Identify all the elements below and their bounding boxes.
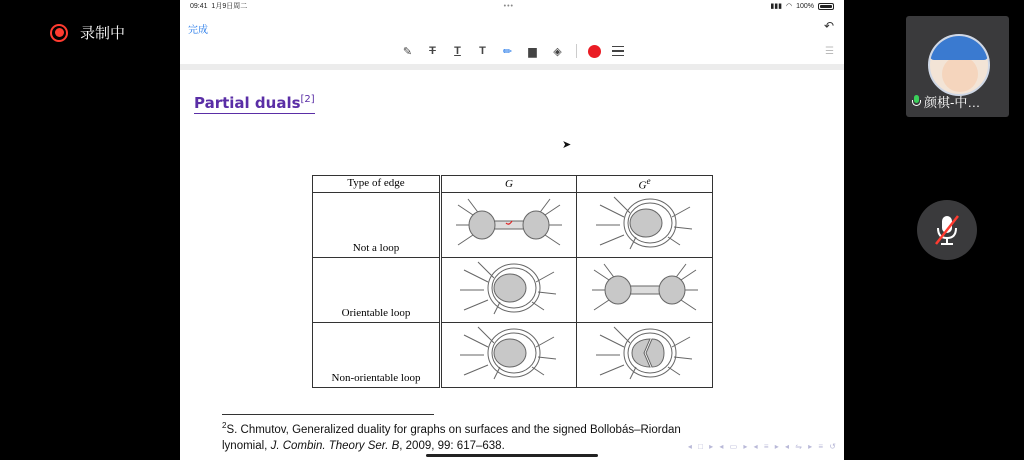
text-icon[interactable]: T bbox=[479, 45, 486, 57]
toolbar-divider bbox=[576, 44, 577, 58]
mic-icon bbox=[912, 95, 921, 108]
underline-text-icon[interactable]: T bbox=[454, 45, 461, 57]
mute-button[interactable] bbox=[917, 200, 977, 260]
row-label: Non-orientable loop bbox=[313, 322, 441, 387]
diagram-cell bbox=[441, 322, 577, 387]
participant-tile[interactable] bbox=[906, 16, 1009, 117]
footnote-line-2a: lynomial, bbox=[222, 439, 271, 452]
recording-label: 录制中 bbox=[80, 25, 126, 42]
comment-icon[interactable]: ▆ bbox=[528, 45, 537, 58]
footnote-rule bbox=[222, 414, 434, 415]
beamer-nav-icons[interactable]: ◂ □ ▸ ◂ ▭ ▸ ◂ ≡ ▸ ◂ ⇋ ▸ ≡ ↺ bbox=[687, 442, 838, 451]
diagram-cell bbox=[577, 322, 713, 387]
header-type: Type of edge bbox=[313, 176, 441, 193]
title-citation: [2] bbox=[300, 94, 315, 105]
pointer-cursor: ➤ bbox=[562, 139, 572, 151]
footnote-journal: J. Combin. Theory Ser. B bbox=[270, 439, 400, 452]
pen-icon[interactable]: ✎ bbox=[402, 45, 413, 58]
participant-name: 颜棋-中… bbox=[924, 95, 981, 110]
recording-indicator[interactable] bbox=[50, 22, 125, 43]
footnote-number: 2 bbox=[222, 421, 227, 430]
battery-icon bbox=[818, 3, 834, 10]
table-row bbox=[313, 257, 713, 322]
mic-muted-icon bbox=[932, 213, 962, 247]
diagram-cell bbox=[577, 257, 713, 322]
status-bar bbox=[180, 0, 844, 12]
multitask-dots: ••• bbox=[503, 2, 514, 10]
header-ge: $G^e$ bbox=[577, 176, 713, 193]
participant-name-row bbox=[912, 92, 980, 111]
edge-diagram-nonorientable-g bbox=[454, 325, 564, 381]
eraser-icon[interactable]: ◈ bbox=[553, 45, 562, 58]
edge-diagram-nonorientable-ge bbox=[590, 325, 700, 381]
status-time: 09:41 1月9日周二 bbox=[190, 3, 248, 10]
diagram-cell bbox=[441, 192, 577, 257]
edge-diagram-nonloop-ge bbox=[590, 195, 700, 251]
slide bbox=[180, 70, 844, 460]
status-right bbox=[770, 2, 834, 10]
menu-icon[interactable] bbox=[612, 46, 624, 57]
diagram-cell bbox=[577, 192, 713, 257]
nav-bar bbox=[180, 12, 844, 38]
list-icon[interactable]: ☰ bbox=[825, 46, 834, 57]
red-color-swatch[interactable] bbox=[588, 45, 601, 58]
annotation-toolbar bbox=[180, 38, 844, 64]
edge-diagram-orientable-ge bbox=[590, 260, 700, 316]
diagram-cell bbox=[441, 257, 577, 322]
shared-screen bbox=[180, 0, 844, 460]
avatar-face bbox=[942, 56, 978, 92]
row-label: Orientable loop bbox=[313, 257, 441, 322]
battery-percent: 100% bbox=[796, 2, 814, 10]
row-label: Not a loop bbox=[313, 192, 441, 257]
avatar bbox=[928, 34, 990, 96]
record-icon bbox=[50, 24, 68, 42]
footnote-line-1: S. Chmutov, Generalized duality for graphs on surfaces and the signed Bollobás–Riordan bbox=[226, 423, 681, 436]
home-indicator bbox=[426, 454, 598, 457]
signal-icon: ▮▮▮ bbox=[770, 3, 782, 10]
done-button[interactable]: 完成 bbox=[188, 25, 208, 36]
header-g: G bbox=[441, 176, 577, 193]
edge-diagram-orientable-g bbox=[454, 260, 564, 316]
table-row bbox=[313, 322, 713, 387]
undo-icon[interactable]: ↶ bbox=[823, 19, 834, 33]
slide-title: Partial duals[2] bbox=[194, 94, 315, 112]
footnote-line-2b: , 2009, 99: 617–638. bbox=[399, 439, 505, 452]
avatar-hat bbox=[930, 36, 988, 60]
edge-diagram-nonloop-g bbox=[454, 195, 564, 251]
table-row bbox=[313, 192, 713, 257]
table-header-row bbox=[313, 176, 713, 193]
strike-text-icon[interactable]: T bbox=[429, 45, 436, 57]
marker-icon[interactable]: ✏ bbox=[502, 45, 513, 58]
wifi-icon: ◠ bbox=[785, 3, 793, 10]
partial-duals-table bbox=[312, 175, 713, 388]
